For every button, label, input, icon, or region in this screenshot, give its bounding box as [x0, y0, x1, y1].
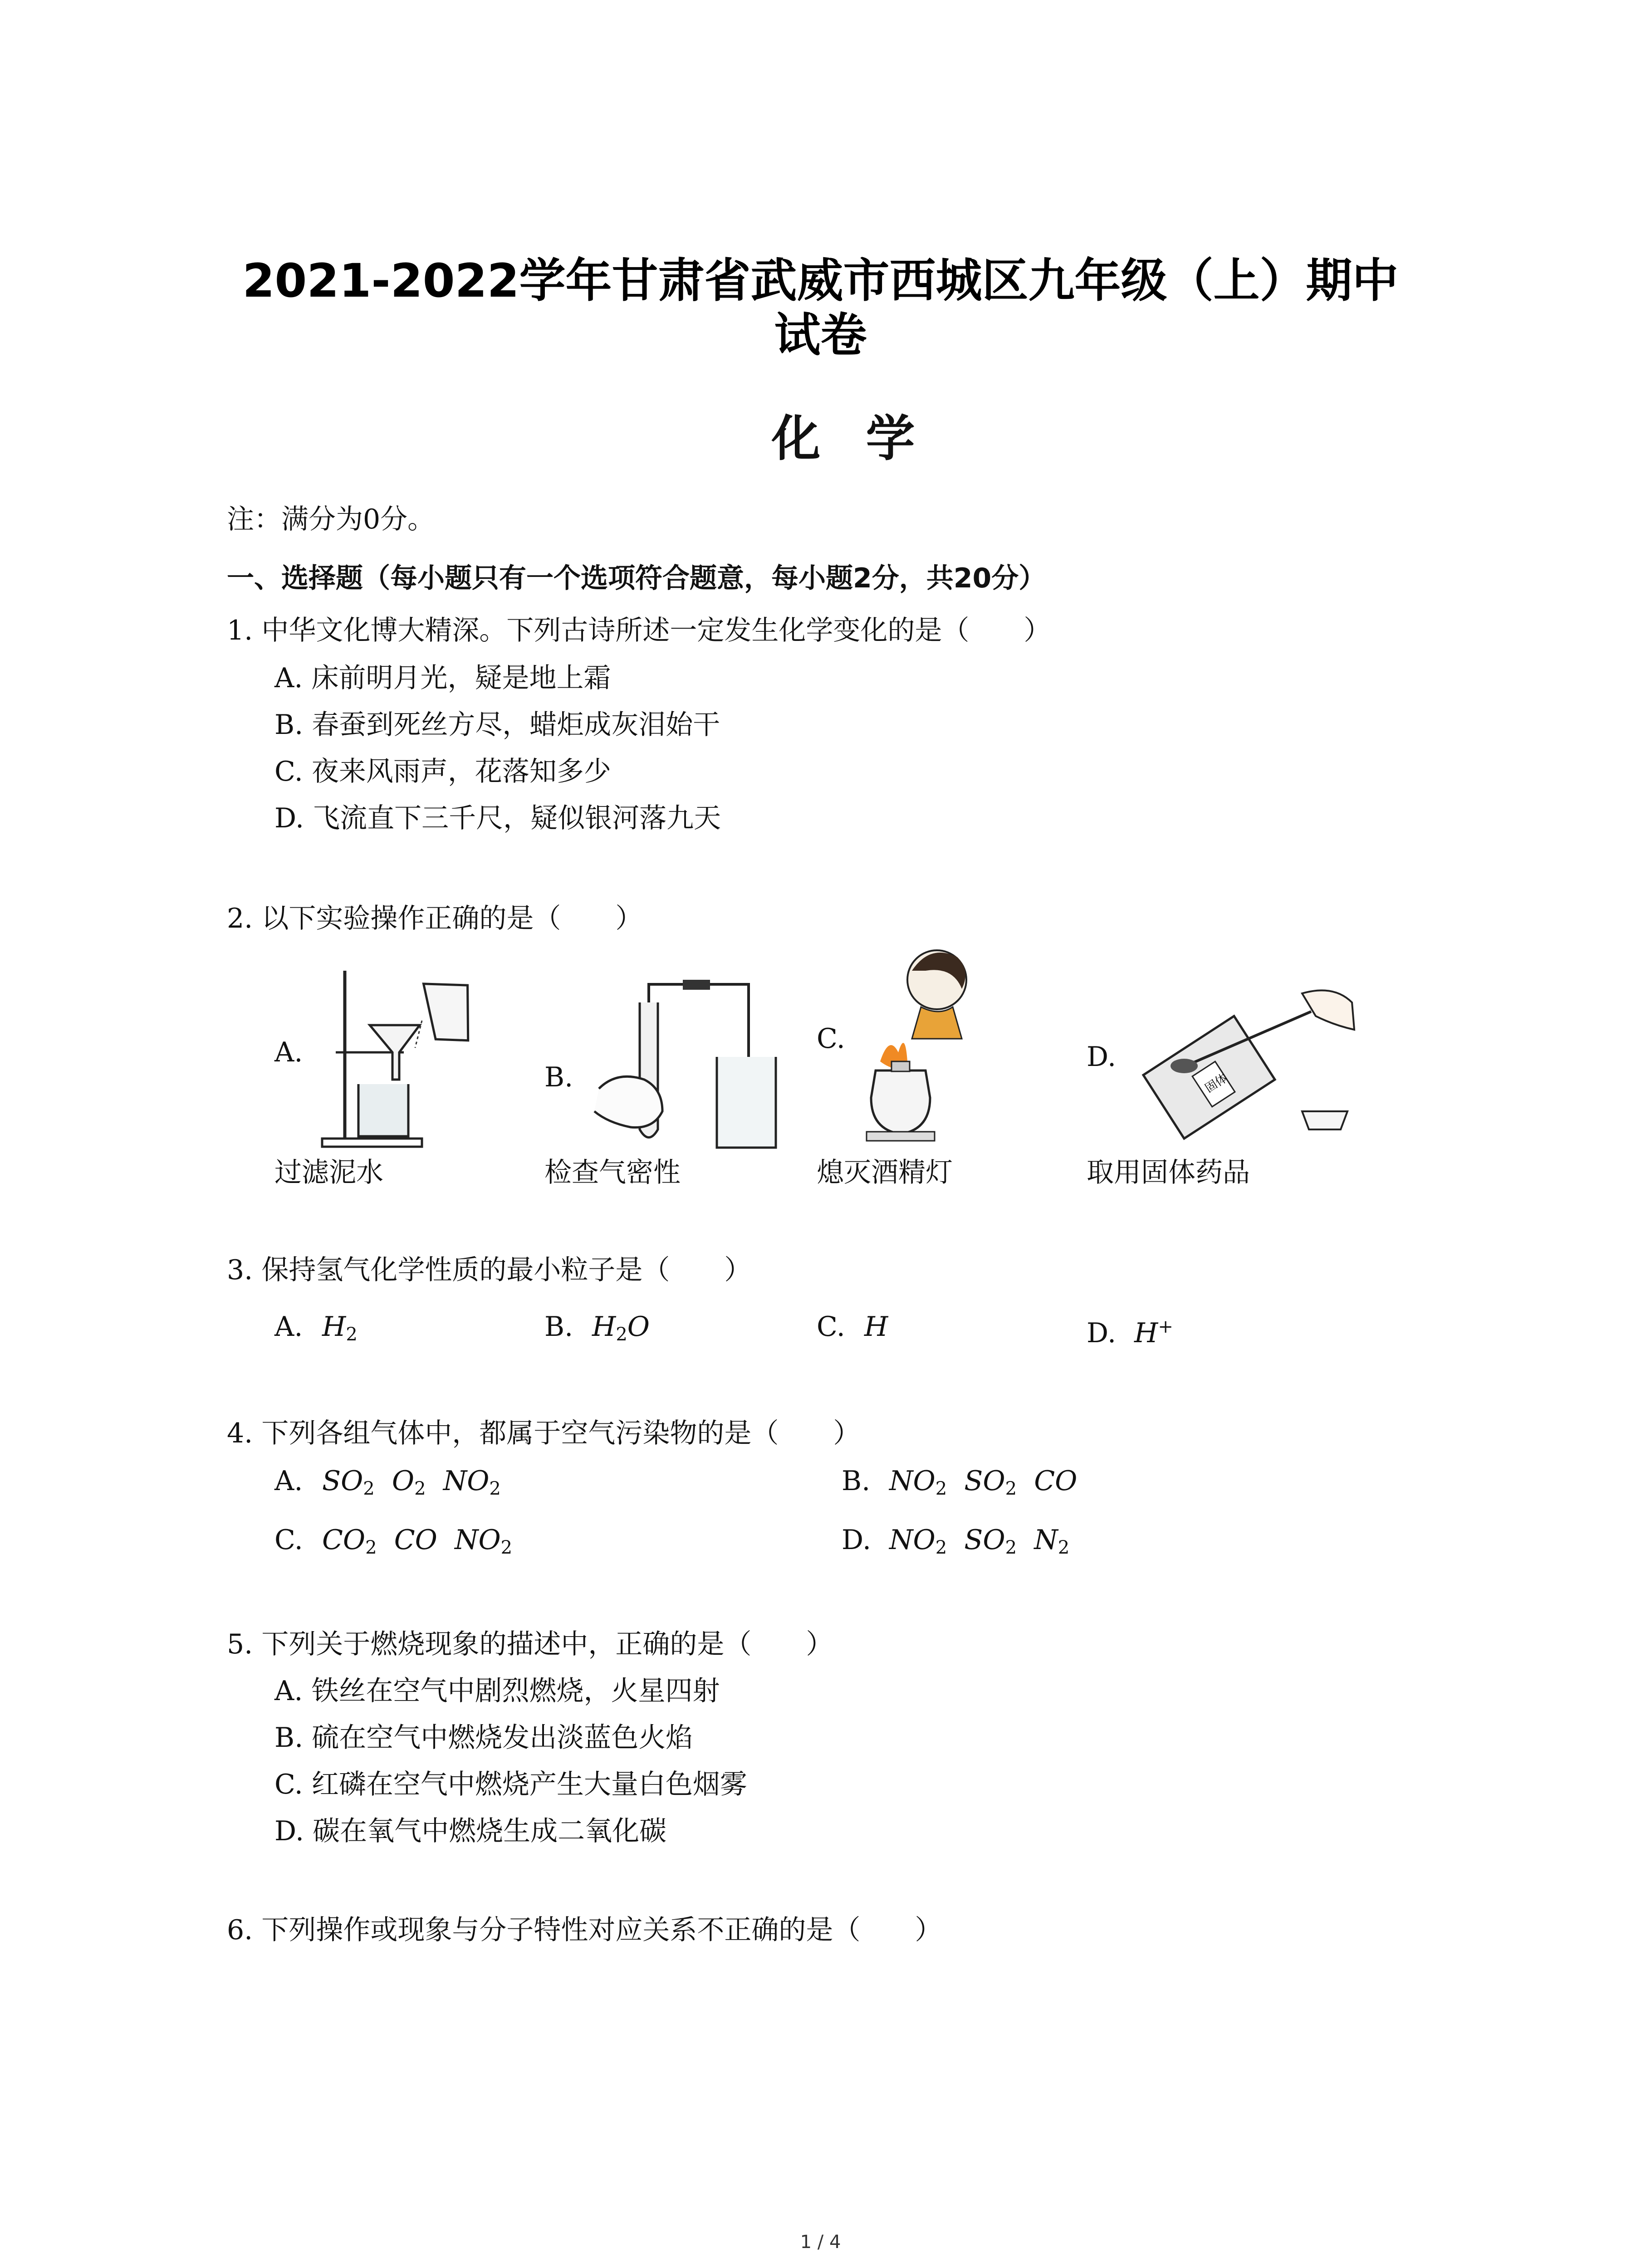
q2-caption-d: 取用固体药品: [1087, 1157, 1250, 1188]
q3-option-c: C. H: [817, 1311, 888, 1343]
q5-option-a: A. 铁丝在空气中剧烈燃烧，火星四射: [274, 1675, 720, 1707]
q5-option-d: D. 碳在氧气中燃烧生成二氧化碳: [274, 1815, 667, 1847]
q1-option-a: A. 床前明月光，疑是地上霜: [274, 662, 611, 694]
q5-option-c: C. 红磷在空气中燃烧产生大量白色烟雾: [274, 1769, 747, 1800]
q1-option-b: B. 春蚕到死丝方尽，蜡炬成灰泪始干: [274, 709, 720, 741]
section-heading: 一、选择题（每小题只有一个选项符合题意，每小题2分，共20分）: [227, 562, 1046, 594]
subject-title: 化学: [771, 411, 960, 467]
q2-label-d: D.: [1087, 1041, 1117, 1073]
q2-label-b: B.: [544, 1061, 573, 1093]
q2-caption-b: 检查气密性: [544, 1157, 681, 1188]
q2-label-c: C.: [817, 1023, 845, 1055]
q3-option-b: B. $H_2O$: [544, 1311, 650, 1345]
q3-option-b-label: B.: [544, 1311, 573, 1343]
page-number: 1 / 4: [800, 2232, 841, 2253]
question-3: 3. 保持氢气化学性质的最小粒子是（ ）: [227, 1254, 752, 1286]
q3-option-d: D. H+: [1087, 1316, 1173, 1349]
q3-option-c-label: C.: [817, 1311, 845, 1343]
score-note: 注：满分为0分。: [227, 503, 435, 535]
q4-option-d: D. $NO_2$ $SO_2$ $N_2$: [842, 1524, 1070, 1558]
question-5: 5. 下列关于燃烧现象的描述中，正确的是（ ）: [227, 1628, 833, 1660]
bottle-label: 固体: [1203, 1071, 1230, 1096]
filtration-apparatus-figure: [318, 962, 490, 1152]
question-6: 6. 下列操作或现象与分子特性对应关系不正确的是（ ）: [227, 1914, 942, 1946]
q2-caption-a: 过滤泥水: [274, 1157, 383, 1188]
q5-option-b: B. 硫在空气中燃烧发出淡蓝色火焰: [274, 1722, 693, 1754]
q1-option-d: D. 飞流直下三千尺，疑似银河落九天: [274, 802, 721, 834]
q4-option-c: C. $CO_2$ CO $NO_2$: [274, 1524, 513, 1558]
q3-option-a: A. $H_2$: [274, 1311, 358, 1345]
page-title-line1: 2021-2022学年甘肃省武威市西城区九年级（上）期中: [242, 254, 1399, 308]
page-title-line2: 试卷: [774, 308, 867, 362]
alcohol-lamp-figure: [848, 939, 998, 1157]
airtightness-check-figure: [585, 966, 780, 1157]
question-2: 2. 以下实验操作正确的是（ ）: [227, 903, 643, 934]
q4-option-a: A. $SO_2$ $O_2$ $NO_2$: [274, 1465, 501, 1499]
q3-option-d-label: D.: [1087, 1317, 1117, 1349]
q3-option-a-label: A.: [274, 1311, 303, 1343]
q1-option-c: C. 夜来风雨声，花落知多少: [274, 756, 611, 787]
q4-option-b: B. $NO_2$ $SO_2$ CO: [842, 1465, 1078, 1499]
q2-caption-c: 熄灭酒精灯: [817, 1157, 953, 1188]
solid-reagent-figure: [1121, 975, 1357, 1152]
question-1: 1. 中华文化博大精深。下列古诗所述一定发生化学变化的是（ ）: [227, 615, 1051, 646]
q2-label-a: A.: [274, 1036, 303, 1068]
question-4: 4. 下列各组气体中，都属于空气污染物的是（ ）: [227, 1418, 861, 1449]
